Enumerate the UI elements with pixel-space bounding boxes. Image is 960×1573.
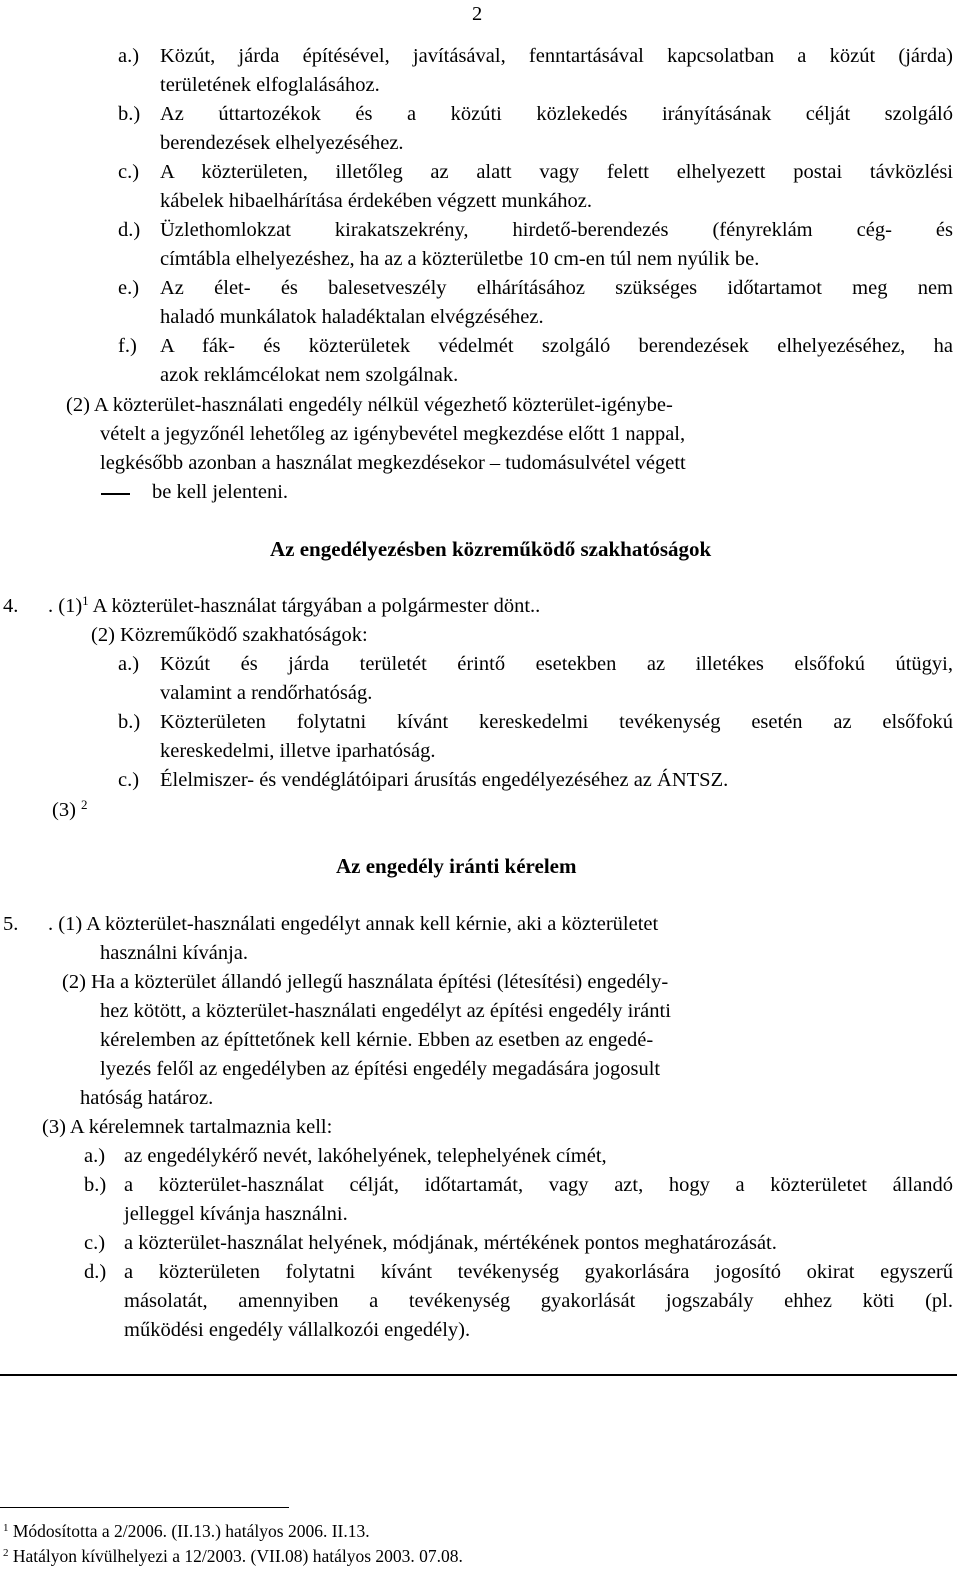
list-item-line: berendezések elhelyezéséhez. bbox=[160, 132, 404, 154]
section-number: 4. bbox=[3, 595, 19, 617]
list-item-line: a közterület-használat célját, időtartamát, vagy azt, hogy a közterületet állandó bbox=[124, 1174, 953, 1196]
list-item-label: c.) bbox=[118, 161, 140, 183]
list-item-label: e.) bbox=[118, 277, 140, 299]
footnote-text: Hatályon kívülhelyezi a 12/2003. (VII.08) hatályos 2003. 07.08. bbox=[12, 1546, 463, 1566]
list-item-label: f.) bbox=[118, 335, 137, 357]
footnote-ref: 2 bbox=[81, 797, 88, 812]
list-item-line: másolatát, amennyiben a tevékenység gyakorlását jogszabály ehhez köti (pl. bbox=[124, 1290, 953, 1312]
list-item-line: Üzlethomlokzat kirakatszekrény, hirdető-berendezés (fényreklám cég- és bbox=[160, 219, 953, 241]
footnote-text: Módosította a 2/2006. (II.13.) hatályos 2006. II.13. bbox=[12, 1521, 370, 1541]
list-item-line: Közút, járda építésével, javításával, fenntartásával kapcsolatban a közút (járda) bbox=[160, 45, 953, 67]
list-item-line: a közterületen folytatni kívánt tevékenység gyakorlására jogosító okirat egyszerű bbox=[124, 1261, 953, 1283]
section-number: 5. bbox=[3, 913, 19, 935]
paragraph-line bbox=[48, 592, 540, 621]
dash-mark bbox=[101, 493, 130, 495]
paragraph-line: (3) A kérelemnek tartalmaznia kell: bbox=[42, 1116, 333, 1138]
paragraph-line: be kell jelenteni. bbox=[152, 481, 289, 503]
list-item-line: működési engedély vállalkozói engedély). bbox=[124, 1319, 471, 1341]
list-item-line: területének elfoglalásához. bbox=[160, 74, 380, 96]
list-item-line: haladó munkálatok haladéktalan elvégzéséhez. bbox=[160, 306, 544, 328]
paragraph-prefix: . (1) bbox=[48, 595, 83, 617]
paragraph-line: . (1) A közterület-használati engedélyt annak kell kérnie, aki a közterületet bbox=[48, 913, 659, 935]
paragraph-line: használni kívánja. bbox=[100, 942, 249, 964]
list-item-label: d.) bbox=[84, 1261, 107, 1283]
footnote-ref: 1 bbox=[82, 593, 89, 608]
list-item-line: A fák- és közterületek védelmét szolgáló berendezések elhelyezéséhez, ha bbox=[160, 335, 953, 357]
paragraph-text: A közterület-használat tárgyában a polgármester dönt.. bbox=[92, 595, 541, 617]
paragraph-line: (2) Ha a közterület állandó jellegű használata építési (létesítési) engedély- bbox=[62, 971, 669, 993]
list-item-line: Közút és járda területét érintő esetekben az illetékes elsőfokú útügyi, bbox=[160, 653, 953, 675]
paragraph-line: hatóság határoz. bbox=[80, 1087, 214, 1109]
list-item-label: d.) bbox=[118, 219, 141, 241]
list-item-label: b.) bbox=[118, 711, 141, 733]
paragraph-line: kérelemben az építtetőnek kell kérnie. Ebben az esetben az engedé- bbox=[100, 1029, 654, 1051]
section-heading: Az engedély iránti kérelem bbox=[336, 854, 577, 878]
list-item-label: b.) bbox=[84, 1174, 107, 1196]
paragraph-line: lyezés felől az engedélyben az építési engedély megadására jogosult bbox=[100, 1058, 661, 1080]
section-heading: Az engedélyezésben közreműködő szakhatóságok bbox=[270, 537, 712, 561]
list-item-line: kábelek hibaelhárítása érdekében végzett munkához. bbox=[160, 190, 593, 212]
paragraph-line bbox=[52, 796, 88, 825]
footnote bbox=[3, 1546, 463, 1567]
paragraph-line: vételt a jegyzőnél lehetőleg az igénybevétel megkezdése előtt 1 nappal, bbox=[100, 423, 686, 445]
paragraph-line: (2) A közterület-használati engedély nélkül végezhető közterület-igénybe- bbox=[66, 394, 673, 416]
footnote-separator bbox=[0, 1507, 289, 1508]
page-number: 2 bbox=[472, 3, 483, 25]
list-item-line: kereskedelmi, illetve iparhatóság. bbox=[160, 740, 436, 762]
list-item-line: Közterületen folytatni kívánt kereskedelmi tevékenység esetén az elsőfokú bbox=[160, 711, 953, 733]
list-item-label: a.) bbox=[84, 1145, 106, 1167]
list-item-line: Az élet- és balesetveszély elhárításához szükséges időtartamot meg nem bbox=[160, 277, 953, 299]
paragraph-prefix: (3) bbox=[52, 799, 76, 821]
list-item-line: címtábla elhelyezéshez, ha az a közterületbe 10 cm-en túl nem nyúlik be. bbox=[160, 248, 760, 270]
list-item-label: a.) bbox=[118, 653, 140, 675]
list-item-label: c.) bbox=[84, 1232, 106, 1254]
footnote bbox=[3, 1521, 370, 1542]
list-item-line: Az úttartozékok és a közúti közlekedés irányításának célját szolgáló bbox=[160, 103, 953, 125]
list-item-line: valamint a rendőrhatóság. bbox=[160, 682, 373, 704]
footnote-number: 1 bbox=[3, 1522, 9, 1534]
list-item-line: az engedélykérő nevét, lakóhelyének, telephelyének címét, bbox=[124, 1145, 607, 1167]
list-item-line: jelleggel kívánja használni. bbox=[124, 1203, 348, 1225]
paragraph-line: (2) Közreműködő szakhatóságok: bbox=[91, 624, 368, 646]
horizontal-rule bbox=[0, 1374, 957, 1376]
list-item-label: b.) bbox=[118, 103, 141, 125]
paragraph-line: hez kötött, a közterület-használati engedélyt az építési engedély iránti bbox=[100, 1000, 671, 1022]
list-item-line: A közterületen, illetőleg az alatt vagy felett elhelyezett postai távközlési bbox=[160, 161, 953, 183]
list-item-line: azok reklámcélokat nem szolgálnak. bbox=[160, 364, 459, 386]
list-item-label: c.) bbox=[118, 769, 140, 791]
list-item-line: Élelmiszer- és vendéglátóipari árusítás engedélyezéséhez az ÁNTSZ. bbox=[160, 769, 729, 791]
paragraph-line: legkésőbb azonban a használat megkezdésekor – tudomásulvétel végett bbox=[100, 452, 686, 474]
list-item-label: a.) bbox=[118, 45, 140, 67]
footnote-number: 2 bbox=[3, 1547, 9, 1559]
list-item-line: a közterület-használat helyének, módjának, mértékének pontos meghatározását. bbox=[124, 1232, 777, 1254]
